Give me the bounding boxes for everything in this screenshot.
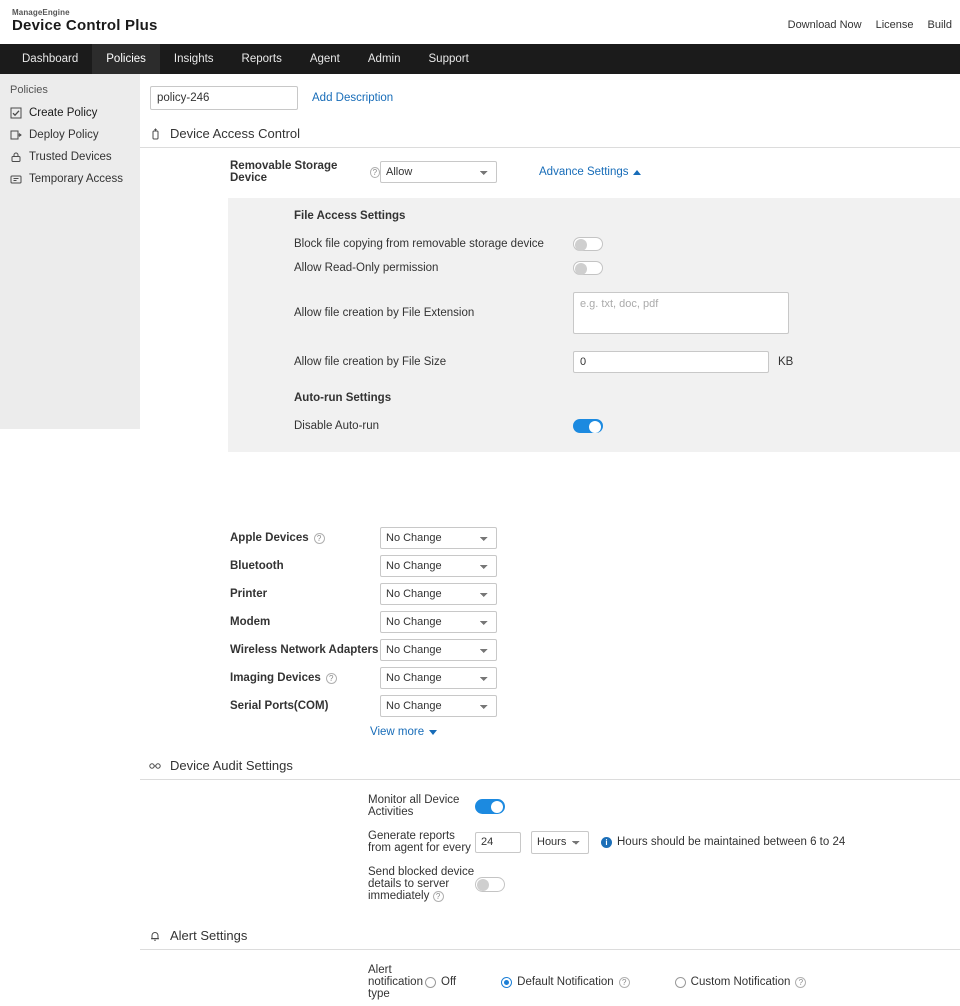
report-interval-note — [601, 836, 845, 848]
device-select-printer[interactable] — [380, 583, 497, 605]
send-blocked-details-label — [140, 866, 475, 902]
sidebar-title: Policies — [10, 84, 48, 96]
policy-name-input[interactable] — [150, 86, 298, 110]
read-only-row — [228, 256, 960, 280]
nav-item-admin[interactable]: Admin — [367, 53, 401, 65]
policy-name-row — [140, 74, 960, 120]
device-label: Serial Ports(COM) — [230, 700, 329, 712]
chevron-up-icon — [633, 170, 641, 175]
label-text: Send blocked device details to server immediately — [368, 866, 475, 902]
nav-item-policies[interactable]: Policies — [92, 44, 160, 74]
alert-option-custom[interactable] — [675, 976, 807, 988]
label-text: Removable Storage Device — [230, 160, 338, 184]
help-icon[interactable]: ? — [314, 533, 325, 544]
brand-logo[interactable] — [12, 9, 158, 34]
sidebar-item-label: Temporary Access — [29, 173, 123, 185]
page-body — [0, 74, 960, 1006]
nav-item-insights[interactable]: Insights — [173, 53, 214, 65]
sidebar-item-trusted-devices[interactable] — [0, 146, 140, 168]
top-bar — [0, 0, 960, 44]
send-blocked-details-row — [140, 860, 960, 908]
file-size-input[interactable] — [573, 351, 769, 373]
deploy-icon — [10, 129, 22, 141]
label-text: Imaging Devices — [230, 672, 321, 684]
device-type-list — [140, 452, 960, 738]
device-row-serial — [140, 692, 960, 720]
file-size-row — [228, 339, 960, 378]
report-interval-input[interactable] — [475, 832, 521, 853]
alert-settings-header — [140, 922, 960, 950]
radio-icon[interactable] — [501, 977, 512, 988]
device-label: Modem — [230, 616, 271, 628]
nav-item-dashboard[interactable]: Dashboard — [22, 53, 79, 65]
disable-autorun-toggle[interactable] — [573, 419, 603, 433]
sidebar-item-label: Trusted Devices — [29, 151, 112, 163]
block-file-copy-row — [228, 232, 960, 256]
checkbox-icon — [10, 107, 22, 119]
device-audit-settings-header — [140, 752, 960, 780]
view-more-label: View more — [370, 726, 425, 738]
clock-icon — [10, 173, 22, 185]
device-select-imaging[interactable] — [380, 667, 497, 689]
radio-icon[interactable] — [425, 977, 436, 988]
device-label — [140, 532, 380, 544]
option-label: Default Notification — [517, 976, 614, 988]
disable-autorun-label: Disable Auto-run — [294, 420, 380, 432]
monitor-activities-label: Monitor all Device Activities — [368, 794, 460, 818]
device-row-modem — [140, 608, 960, 636]
device-select-bluetooth[interactable] — [380, 555, 497, 577]
device-row-wireless — [140, 636, 960, 664]
generate-reports-row — [140, 824, 960, 860]
nav-item-support[interactable]: Support — [428, 53, 469, 65]
section-title: Alert Settings — [170, 928, 248, 943]
sidebar-item-label: Create Policy — [29, 107, 98, 119]
removable-storage-row — [140, 148, 960, 190]
generate-reports-label: Generate reports from agent for every — [368, 830, 471, 854]
device-label: Printer — [230, 588, 268, 600]
product-name: Device Control Plus — [12, 17, 158, 35]
sidebar-item-label: Deploy Policy — [29, 129, 99, 141]
removable-storage-select[interactable] — [380, 161, 497, 183]
device-row-apple — [140, 524, 960, 552]
sidebar-item-deploy-policy[interactable] — [0, 124, 140, 146]
usb-icon — [148, 127, 162, 141]
file-extension-input[interactable] — [573, 292, 789, 334]
sidebar — [0, 74, 140, 429]
advance-settings-label: Advance Settings — [539, 166, 629, 178]
nav-item-reports[interactable]: Reports — [241, 53, 282, 65]
file-extension-label: Allow file creation by File Extension — [294, 307, 475, 319]
file-extension-row — [228, 280, 960, 339]
alert-option-default[interactable] — [501, 976, 630, 988]
main-content — [140, 74, 960, 1006]
device-label — [140, 672, 380, 684]
help-icon[interactable]: ? — [326, 673, 337, 684]
disable-autorun-row — [228, 414, 960, 438]
advance-settings-panel — [228, 198, 960, 452]
main-navigation — [0, 44, 960, 74]
advance-settings-link[interactable] — [539, 166, 641, 178]
device-label: Wireless Network Adapters — [230, 644, 379, 656]
device-select-modem[interactable] — [380, 611, 497, 633]
option-label: Off — [441, 976, 457, 988]
help-icon[interactable]: ? — [795, 977, 806, 988]
alert-notification-type-label: Alert notification type — [368, 964, 423, 1000]
device-row-bluetooth — [140, 552, 960, 580]
device-access-control-header — [140, 120, 960, 148]
note-text: Hours should be maintained between 6 to 24 — [617, 836, 846, 848]
option-label: Custom Notification — [690, 976, 791, 988]
device-label: Bluetooth — [230, 560, 284, 572]
nav-item-agent[interactable]: Agent — [309, 53, 340, 65]
file-size-unit: KB — [778, 356, 794, 368]
device-row-imaging — [140, 664, 960, 692]
read-only-label: Allow Read-Only permission — [294, 262, 439, 274]
vendor-name: ManageEngine — [12, 8, 70, 18]
alert-notification-type-row — [140, 950, 960, 1006]
block-file-copy-toggle[interactable] — [573, 237, 603, 251]
monitor-activities-toggle[interactable] — [475, 799, 505, 814]
read-only-toggle[interactable] — [573, 261, 603, 275]
section-title: Device Audit Settings — [170, 758, 293, 773]
license-link[interactable]: License — [875, 19, 914, 31]
monitor-activities-row — [140, 780, 960, 824]
bell-icon — [148, 929, 162, 943]
sidebar-item-temporary-access[interactable] — [0, 168, 140, 190]
view-more-button[interactable] — [140, 720, 960, 738]
file-size-label: Allow file creation by File Size — [294, 356, 447, 368]
device-select-wireless[interactable] — [380, 639, 497, 661]
help-icon[interactable]: ? — [619, 977, 630, 988]
send-blocked-details-toggle[interactable] — [475, 877, 505, 892]
chevron-down-icon — [429, 730, 437, 735]
file-access-settings-title: File Access Settings — [294, 210, 406, 222]
audit-icon — [148, 759, 162, 773]
alert-option-off[interactable] — [425, 976, 456, 988]
device-select-serial[interactable] — [380, 695, 497, 717]
label-text: Apple Devices — [230, 532, 309, 544]
download-now-link[interactable]: Download Now — [787, 19, 862, 31]
help-icon[interactable]: ? — [370, 167, 380, 178]
info-icon: i — [601, 837, 612, 848]
section-title: Device Access Control — [170, 126, 301, 141]
autorun-settings-title: Auto-run Settings — [294, 392, 392, 404]
report-interval-unit-select[interactable] — [531, 831, 589, 854]
help-icon[interactable]: ? — [433, 891, 444, 902]
lock-icon — [10, 151, 22, 163]
add-description-link[interactable]: Add Description — [312, 92, 394, 104]
build-link[interactable]: Build — [927, 19, 952, 31]
top-links — [788, 19, 952, 31]
radio-icon[interactable] — [675, 977, 686, 988]
block-file-copy-label: Block file copying from removable storage device — [294, 238, 544, 250]
removable-storage-label — [140, 160, 380, 184]
device-row-printer — [140, 580, 960, 608]
sidebar-item-create-policy[interactable] — [0, 102, 140, 124]
device-select-apple[interactable] — [380, 527, 497, 549]
